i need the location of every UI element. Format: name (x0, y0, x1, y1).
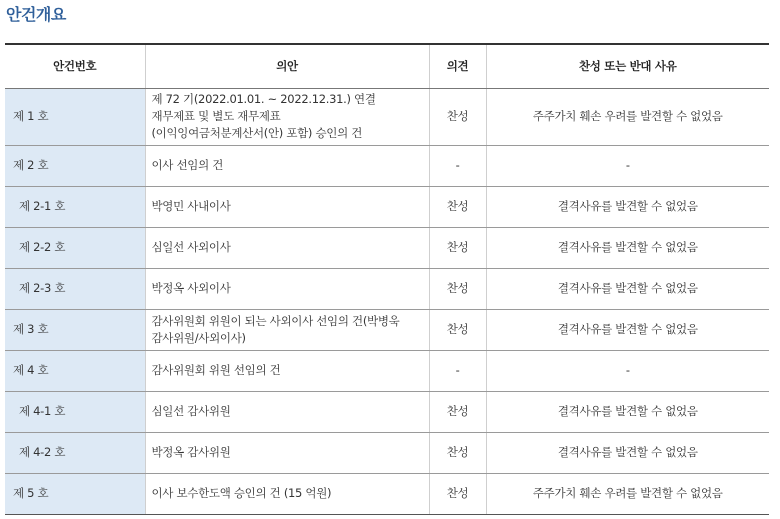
agenda-line: 박정옥 감사위원 (151, 445, 231, 459)
agenda-cell (145, 473, 429, 514)
table-row (5, 268, 769, 309)
agenda-table (5, 43, 769, 515)
reason-cell: 결격사유를 발견할 수 없었음 (486, 309, 769, 350)
agenda-cell (145, 88, 429, 145)
table-body (5, 88, 769, 514)
reason-cell: 주주가치 훼손 우려를 발견할 수 없었음 (486, 473, 769, 514)
agenda-cell (145, 145, 429, 186)
opinion-cell: 찬성 (429, 432, 486, 473)
header-row (5, 44, 769, 88)
opinion-cell: 찬성 (429, 391, 486, 432)
table-row (5, 186, 769, 227)
reason-cell: 결격사유를 발견할 수 없었음 (486, 186, 769, 227)
agenda-line: 감사위원회 위원이 되는 사외이사 선임의 건(박병욱 (151, 313, 400, 328)
table-row (5, 391, 769, 432)
reason-cell: 결격사유를 발견할 수 없었음 (486, 432, 769, 473)
agenda-number-cell: 제 5 호 (5, 473, 145, 514)
agenda-number-cell: 제 2 호 (5, 145, 145, 186)
reason-cell: - (486, 350, 769, 391)
agenda-line: 이사 선임의 건 (151, 158, 224, 172)
reason-cell: 결격사유를 발견할 수 없었음 (486, 391, 769, 432)
agenda-cell (145, 268, 429, 309)
table-row (5, 350, 769, 391)
opinion-cell: 찬성 (429, 309, 486, 350)
header-opinion: 의견 (429, 44, 486, 88)
agenda-line: 재무제표 및 별도 재무제표 (151, 109, 281, 123)
table-row (5, 473, 769, 514)
agenda-cell (145, 227, 429, 268)
agenda-number-cell: 제 4-2 호 (5, 432, 145, 473)
agenda-cell (145, 309, 429, 350)
agenda-cell (145, 432, 429, 473)
reason-cell: 결격사유를 발견할 수 없었음 (486, 227, 769, 268)
opinion-cell: 찬성 (429, 473, 486, 514)
agenda-line: 이사 보수한도액 승인의 건 (15 억원) (151, 486, 332, 500)
opinion-cell: - (429, 145, 486, 186)
header-agenda-number: 안건번호 (5, 44, 145, 88)
agenda-line: 박영민 사내이사 (151, 199, 231, 213)
opinion-cell: 찬성 (429, 227, 486, 268)
reason-cell: 주주가치 훼손 우려를 발견할 수 없었음 (486, 88, 769, 145)
section-title: 안건개요 (6, 5, 66, 24)
reason-cell: 결격사유를 발견할 수 없었음 (486, 268, 769, 309)
reason-cell: - (486, 145, 769, 186)
opinion-cell: 찬성 (429, 186, 486, 227)
opinion-cell: 찬성 (429, 88, 486, 145)
agenda-line: 제 72 기(2022.01.01. ~ 2022.12.31.) 연결 (151, 92, 376, 106)
agenda-cell (145, 391, 429, 432)
agenda-line: 심일선 사외이사 (151, 240, 231, 254)
opinion-cell: 찬성 (429, 268, 486, 309)
table-row (5, 432, 769, 473)
agenda-line: 박정옥 사외이사 (151, 281, 231, 295)
header-reason: 찬성 또는 반대 사유 (486, 44, 769, 88)
agenda-number-cell: 제 4-1 호 (5, 391, 145, 432)
table-row (5, 145, 769, 186)
agenda-number-cell: 제 1 호 (5, 88, 145, 145)
agenda-number-cell: 제 2-3 호 (5, 268, 145, 309)
agenda-number-cell: 제 4 호 (5, 350, 145, 391)
table-row (5, 309, 769, 350)
agenda-line: (이익잉여금처분계산서(안) 포함) 승인의 건 (151, 126, 363, 140)
agenda-number-cell: 제 3 호 (5, 309, 145, 350)
agenda-number-cell: 제 2-1 호 (5, 186, 145, 227)
agenda-line: 감사위원회 위원 선임의 건 (151, 363, 281, 377)
agenda-number-cell: 제 2-2 호 (5, 227, 145, 268)
agenda-cell (145, 350, 429, 391)
opinion-cell: - (429, 350, 486, 391)
header-agenda: 의안 (145, 44, 429, 88)
agenda-line: 감사위원/사외이사) (151, 330, 246, 345)
agenda-cell (145, 186, 429, 227)
agenda-line: 심일선 감사위원 (151, 404, 231, 418)
table-row (5, 227, 769, 268)
table-row (5, 88, 769, 145)
